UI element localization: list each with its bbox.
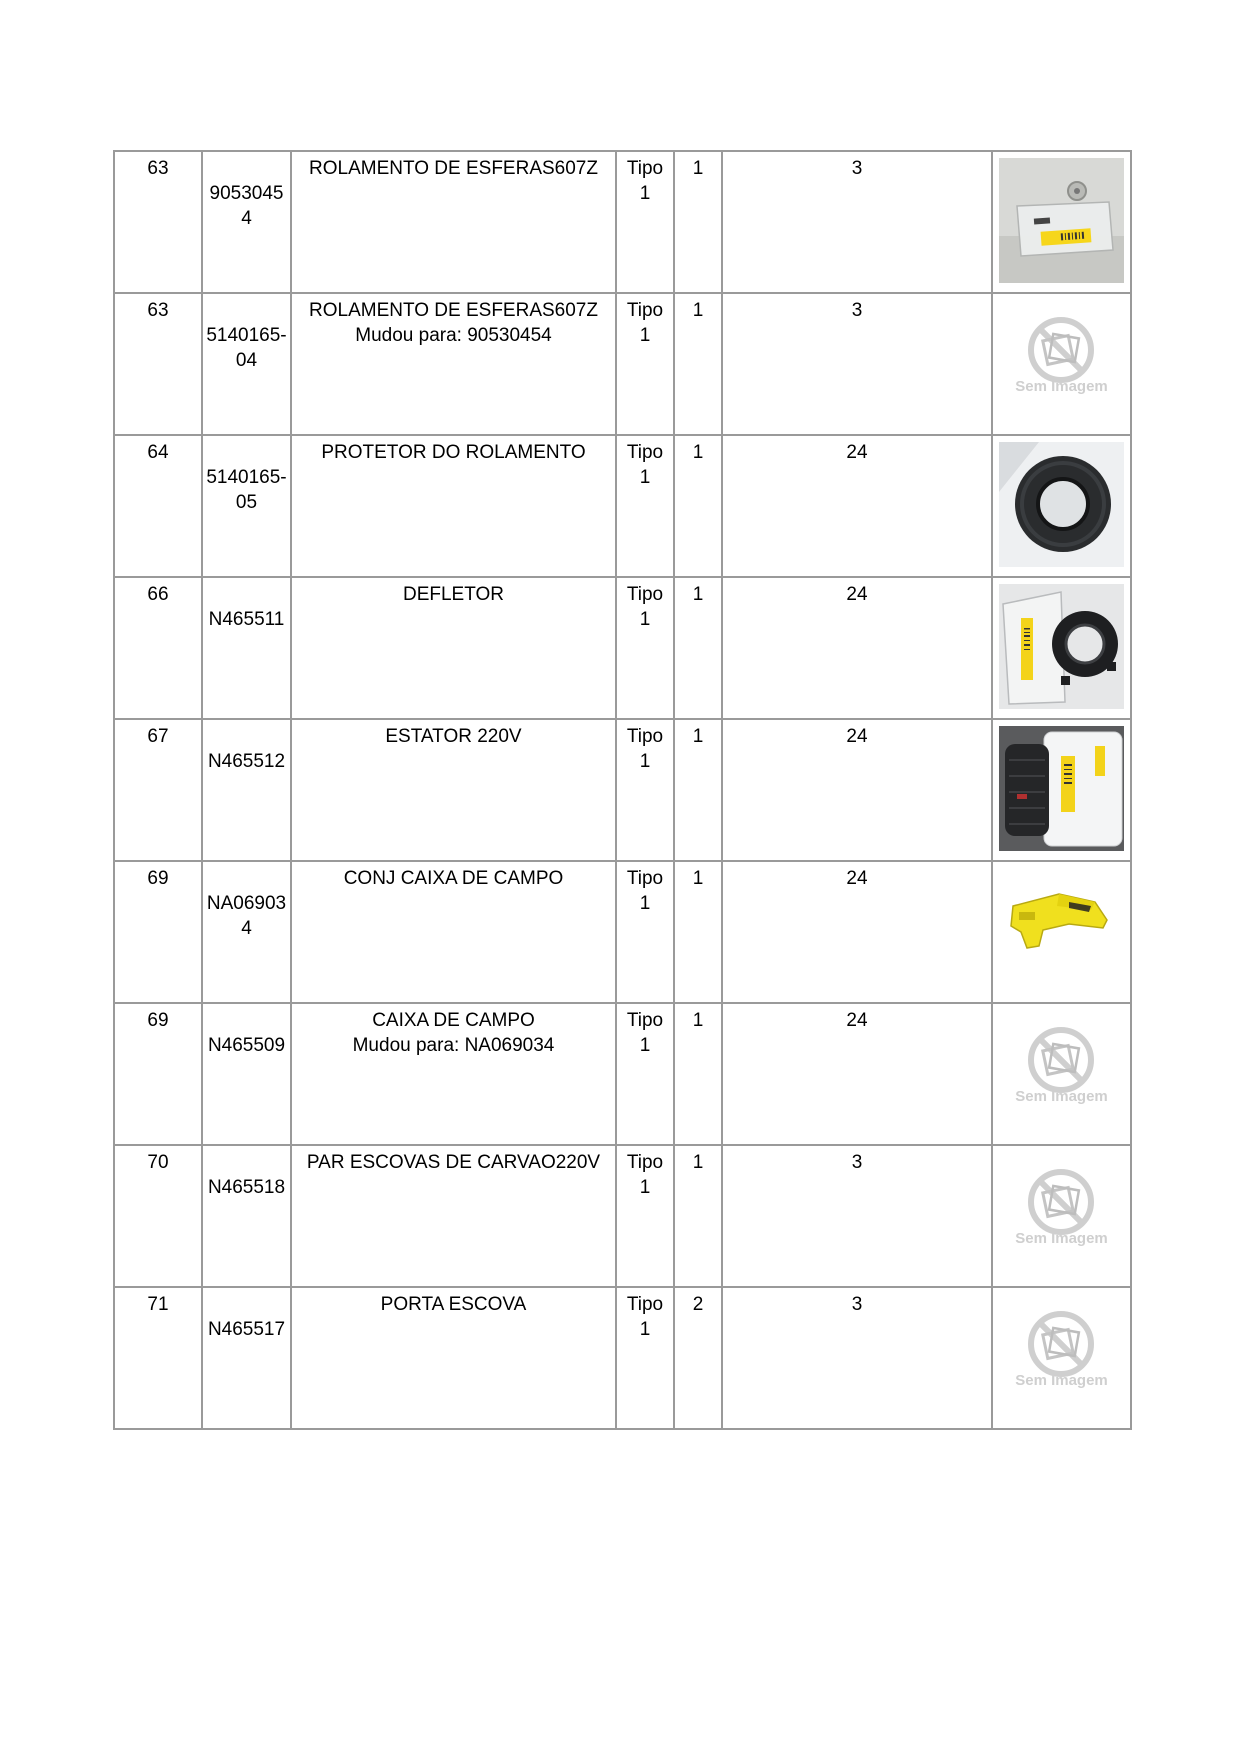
description-cell	[291, 1287, 616, 1429]
item-number-cell	[114, 151, 202, 293]
quantity-cell	[674, 293, 722, 435]
part-code-cell	[202, 151, 291, 293]
table-row	[114, 1003, 1131, 1145]
table-row	[114, 577, 1131, 719]
part-value: 24	[846, 1010, 868, 1031]
part-value: 24	[846, 726, 868, 747]
item-number-cell	[114, 861, 202, 1003]
part-description: CAIXA DE CAMPO	[372, 1010, 535, 1031]
value-cell	[722, 1287, 992, 1429]
type-cell	[616, 435, 674, 577]
type-cell	[616, 293, 674, 435]
image-cell	[992, 719, 1131, 861]
part-quantity: 1	[692, 868, 704, 889]
item-number-cell	[114, 719, 202, 861]
table-row	[114, 1287, 1131, 1429]
no-image-placeholder-icon	[999, 1152, 1124, 1277]
image-cell	[992, 435, 1131, 577]
part-description: DEFLETOR	[402, 584, 504, 605]
item-number: 70	[147, 1152, 169, 1173]
item-number-cell	[114, 1003, 202, 1145]
field-housing-photo	[999, 868, 1124, 993]
item-number: 67	[147, 726, 169, 747]
table-row	[114, 293, 1131, 435]
part-code: N465509	[207, 1035, 286, 1056]
stator-photo	[999, 726, 1124, 851]
part-quantity: 1	[692, 584, 704, 605]
no-image-caption: Sem Imagem	[1015, 1088, 1108, 1105]
part-type: Tipo 1	[626, 584, 664, 630]
part-quantity: 1	[692, 300, 704, 321]
part-code-cell	[202, 1003, 291, 1145]
image-cell	[992, 861, 1131, 1003]
part-value: 3	[851, 158, 863, 179]
part-description: ESTATOR 220V	[385, 726, 522, 747]
part-code: 5140165-04	[206, 325, 287, 371]
quantity-cell	[674, 719, 722, 861]
quantity-cell	[674, 151, 722, 293]
part-code: NA069034	[206, 893, 287, 939]
part-code-cell	[202, 293, 291, 435]
quantity-cell	[674, 435, 722, 577]
part-description: ROLAMENTO DE ESFERAS607Z	[309, 158, 598, 179]
type-cell	[616, 861, 674, 1003]
item-number: 64	[147, 442, 169, 463]
part-code-cell	[202, 1287, 291, 1429]
value-cell	[722, 293, 992, 435]
deflector-photo	[999, 584, 1124, 709]
part-value: 3	[851, 300, 863, 321]
part-type: Tipo 1	[626, 1152, 664, 1198]
quantity-cell	[674, 1287, 722, 1429]
parts-table-body	[114, 151, 1131, 1429]
type-cell	[616, 719, 674, 861]
table-row	[114, 861, 1131, 1003]
part-code-cell	[202, 719, 291, 861]
part-code: N465511	[208, 609, 285, 630]
no-image-caption: Sem Imagem	[1015, 1372, 1108, 1389]
part-description: ROLAMENTO DE ESFERAS607Z	[309, 300, 598, 321]
no-image-caption: Sem Imagem	[1015, 378, 1108, 395]
value-cell	[722, 1145, 992, 1287]
part-description: PROTETOR DO ROLAMENTO	[321, 442, 586, 463]
item-number-cell	[114, 1287, 202, 1429]
part-code-cell	[202, 577, 291, 719]
part-quantity: 1	[692, 1152, 704, 1173]
part-type: Tipo 1	[626, 1294, 664, 1340]
no-image-placeholder-icon	[999, 1294, 1124, 1419]
part-type: Tipo 1	[626, 1010, 664, 1056]
no-image-placeholder-icon	[999, 1010, 1124, 1135]
image-cell	[992, 1145, 1131, 1287]
table-row	[114, 719, 1131, 861]
part-value: 24	[846, 584, 868, 605]
part-value: 24	[846, 442, 868, 463]
item-number-cell	[114, 293, 202, 435]
part-value: 24	[846, 868, 868, 889]
image-cell	[992, 1287, 1131, 1429]
quantity-cell	[674, 1003, 722, 1145]
bearing-protector-photo	[999, 442, 1124, 567]
part-code-cell	[202, 435, 291, 577]
part-quantity: 1	[692, 442, 704, 463]
part-type: Tipo 1	[626, 442, 664, 488]
type-cell	[616, 1145, 674, 1287]
table-row	[114, 1145, 1131, 1287]
value-cell	[722, 861, 992, 1003]
type-cell	[616, 151, 674, 293]
item-number: 69	[147, 868, 169, 889]
description-cell	[291, 1003, 616, 1145]
no-image-caption: Sem Imagem	[1015, 1230, 1108, 1247]
quantity-cell	[674, 861, 722, 1003]
value-cell	[722, 435, 992, 577]
image-cell	[992, 151, 1131, 293]
bearing-bag-photo	[999, 158, 1124, 283]
description-cell	[291, 719, 616, 861]
part-code: N465512	[207, 751, 286, 772]
table-row	[114, 435, 1131, 577]
part-value: 3	[851, 1152, 863, 1173]
part-type: Tipo 1	[626, 300, 664, 346]
item-number: 69	[147, 1010, 169, 1031]
description-cell	[291, 861, 616, 1003]
type-cell	[616, 1003, 674, 1145]
quantity-cell	[674, 577, 722, 719]
part-quantity: 1	[692, 158, 704, 179]
item-number-cell	[114, 1145, 202, 1287]
item-number: 63	[147, 158, 169, 179]
table-row	[114, 151, 1131, 293]
part-code: 5140165-05	[206, 467, 287, 513]
image-cell	[992, 577, 1131, 719]
description-cell	[291, 1145, 616, 1287]
part-quantity: 1	[692, 726, 704, 747]
item-number: 71	[147, 1294, 169, 1315]
description-cell	[291, 293, 616, 435]
item-number-cell	[114, 577, 202, 719]
replacement-note: Mudou para: 90530454	[355, 325, 552, 346]
part-description: CONJ CAIXA DE CAMPO	[343, 868, 564, 889]
part-code: N465517	[207, 1319, 286, 1340]
part-description: PAR ESCOVAS DE CARVAO220V	[306, 1152, 601, 1173]
part-type: Tipo 1	[626, 868, 664, 914]
value-cell	[722, 719, 992, 861]
part-quantity: 1	[692, 1010, 704, 1031]
image-cell	[992, 293, 1131, 435]
part-quantity: 2	[692, 1294, 704, 1315]
part-description: PORTA ESCOVA	[380, 1294, 527, 1315]
item-number: 63	[147, 300, 169, 321]
part-type: Tipo 1	[626, 726, 664, 772]
quantity-cell	[674, 1145, 722, 1287]
part-code-cell	[202, 861, 291, 1003]
description-cell	[291, 577, 616, 719]
description-cell	[291, 435, 616, 577]
replacement-note: Mudou para: NA069034	[352, 1035, 555, 1056]
value-cell	[722, 1003, 992, 1145]
parts-table	[113, 150, 1132, 1430]
no-image-placeholder-icon	[999, 300, 1124, 425]
description-cell	[291, 151, 616, 293]
part-code: N465518	[207, 1177, 286, 1198]
item-number-cell	[114, 435, 202, 577]
image-cell	[992, 1003, 1131, 1145]
part-code-cell	[202, 1145, 291, 1287]
item-number: 66	[147, 584, 169, 605]
part-type: Tipo 1	[626, 158, 664, 204]
type-cell	[616, 1287, 674, 1429]
part-value: 3	[851, 1294, 863, 1315]
value-cell	[722, 577, 992, 719]
value-cell	[722, 151, 992, 293]
type-cell	[616, 577, 674, 719]
part-code: 90530454	[209, 183, 284, 229]
